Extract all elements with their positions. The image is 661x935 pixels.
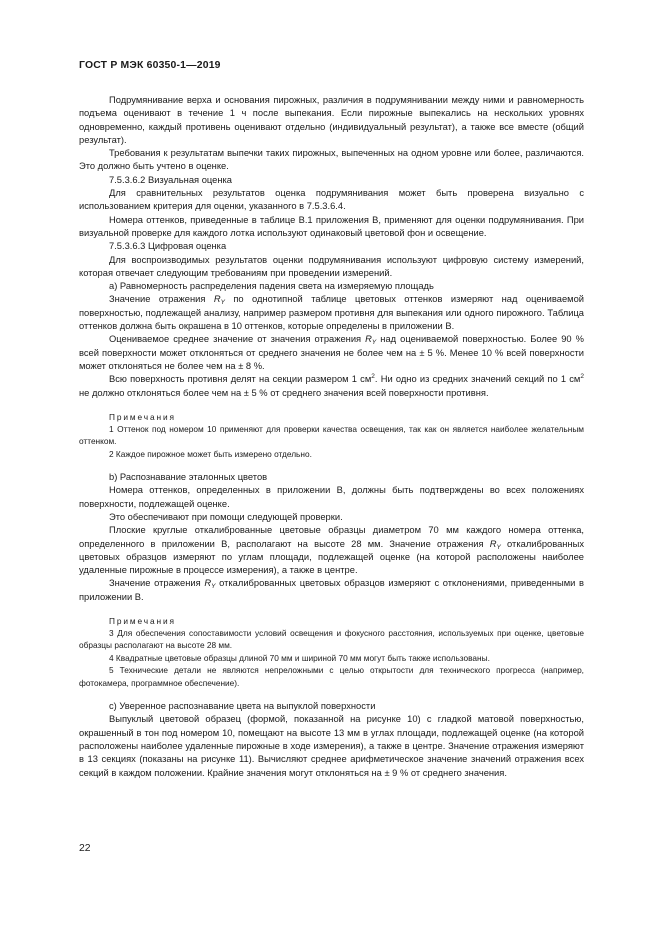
- superscript: 2: [371, 373, 375, 381]
- symbol: R: [365, 334, 372, 345]
- paragraph: [79, 293, 584, 333]
- notes-title: Примечания: [109, 411, 176, 422]
- symbol-subscript: Y: [496, 543, 501, 551]
- paragraph: [79, 333, 584, 373]
- symbol: R: [204, 578, 212, 589]
- paragraph: Для сравнительных результатов оценка подрумянивания может быть проверена визуально с использованием критерия для оценки, указанного в 7.5.3.6.4.: [79, 188, 584, 212]
- text-run: над оцениваемой поверхностью. Более 90 % всей поверхности может отклоняться от среднего значения не более чем на ± 5 %. Менее 10 % всей поверхности может отклоняться не более чем на ± 8 %.: [79, 334, 584, 371]
- text-run: Всю поверхность противня делят на секции размером 1 см: [109, 374, 372, 385]
- paragraph: Требования к результатам выпечки таких пирожных, выпеченных на одном уровне или более, различаются. Это должно быть учтено в оценке.: [79, 148, 584, 172]
- symbol: R: [489, 538, 497, 549]
- list-item-heading: b) Распознавание эталонных цветов: [109, 472, 268, 483]
- list-item-heading: c) Уверенное распознавание цвета на выпуклой поверхности: [109, 701, 376, 712]
- symbol: R: [213, 294, 221, 305]
- note: 5 Технические детали не являются непреложными с целью открытости для технического прогресса (например, фотокамера, программное обеспечение).: [79, 665, 584, 688]
- text-run: откалиброванных цветовых образцов измеряют по углам площади, подлежащей оценке (на которой расположены наиболее удаленные пирожные в процессе измерения), а также в центре.: [79, 538, 584, 576]
- document-header: ГОСТ Р МЭК 60350-1—2019: [79, 60, 221, 71]
- paragraph: Выпуклый цветовой образец (формой, показанной на рисунке 10) с гладкой матовой поверхностью, окрашенный в тон под номером 10, помещают на высоте 13 мм в углах площади, подлежащей оценке (на которой расположены наиболее удаленные пирожные в ходе измерения), а также в центре. Значение отражения измеряют в 13 секциях (показаны на рисунке 11). Вычисляют среднее арифметическое значение значений отражения всех секций в каждом положении. Крайние значения могут отклоняться на ± 9 % от среднего значения.: [79, 714, 584, 778]
- subsection-heading: 7.5.3.6.3 Цифровая оценка: [109, 241, 227, 252]
- text-run: . Ни одно из средних значений секций по 1 см: [374, 374, 581, 385]
- text-run: Оцениваемое среднее значение от значения отражения: [109, 334, 366, 345]
- paragraph: [79, 524, 584, 577]
- note: 3 Для обеспечения сопоставимости условий освещения и фокусного расстояния, используемых при оценке, цветовые образцы располагают на высоте 28 мм.: [79, 628, 584, 651]
- symbol-subscript: Y: [220, 299, 225, 307]
- note: 4 Квадратные цветовые образцы длиной 70 мм и шириной 70 мм могут быть также использованы.: [109, 652, 490, 663]
- paragraph: [79, 577, 584, 604]
- paragraph: [79, 373, 584, 400]
- text-run: Значение отражения: [109, 578, 205, 589]
- text-run: откалиброванных цветовых образцов измеряют с отклонениями, приведенными в приложении В.: [79, 578, 585, 602]
- paragraph: Подрумянивание верха и основания пирожных, различия в подрумянивании между ними и равномерность подъема оценивают в течение 1 ч после выпекания. Если пирожные выпекались на нескольких уровнях одновременно, каждый противень оценивают отдельно (индивидуальный результат), а также все вместе (общий результат).: [79, 95, 584, 145]
- page-number: 22: [79, 843, 91, 854]
- symbol-subscript: Y: [211, 583, 216, 591]
- text-run: не должно отклоняться более чем на ± 5 % от среднего значения всей поверхности противня.: [79, 387, 489, 398]
- paragraph: Это обеспечивают при помощи следующей проверки.: [109, 511, 343, 522]
- paragraph: Номера оттенков, приведенные в таблице В.1 приложения В, применяют для оценки подрумянивания. При визуальной проверке для каждого лотка используют одинаковый цветовой фон и освещение.: [79, 214, 584, 238]
- text-run: Плоские круглые откалиброванные цветовые образцы диаметром 70 мм каждого номера оттенка, определенного в приложении В, располагают на высоте 28 мм. Значение отражения: [79, 525, 584, 549]
- page-body: [79, 94, 584, 780]
- paragraph: Номера оттенков, определенных в приложении В, должны быть подтверждены во всех положениях поверхности, подлежащей оценке.: [79, 485, 584, 509]
- superscript: 2: [580, 373, 584, 381]
- list-item-heading: а) Равномерность распределения падения света на измеряемую площадь: [109, 281, 434, 292]
- paragraph: Для воспроизводимых результатов оценки подрумянивания используют цифровую систему измерений, которая отвечает следующим требованиям при проведении измерений.: [79, 254, 584, 278]
- subsection-heading: 7.5.3.6.2 Визуальная оценка: [109, 174, 232, 185]
- notes-title: Примечания: [109, 616, 176, 627]
- symbol-subscript: Y: [371, 339, 377, 347]
- note: 2 Каждое пирожное может быть измерено отдельно.: [109, 448, 312, 459]
- note: 1 Оттенок под номером 10 применяют для проверки качества освещения, так как он является наиболее желательным оттенком.: [79, 423, 584, 447]
- text-run: по однотипной таблице цветовых оттенков измеряют над оцениваемой поверхностью, подлежащей анализу, например размером противня для выпекания или одного пирожного. Таблица оттенков должна быть окрашена в 10 оттенков, которые определены в приложении В.: [79, 294, 584, 332]
- text-run: Значение отражения: [109, 294, 214, 305]
